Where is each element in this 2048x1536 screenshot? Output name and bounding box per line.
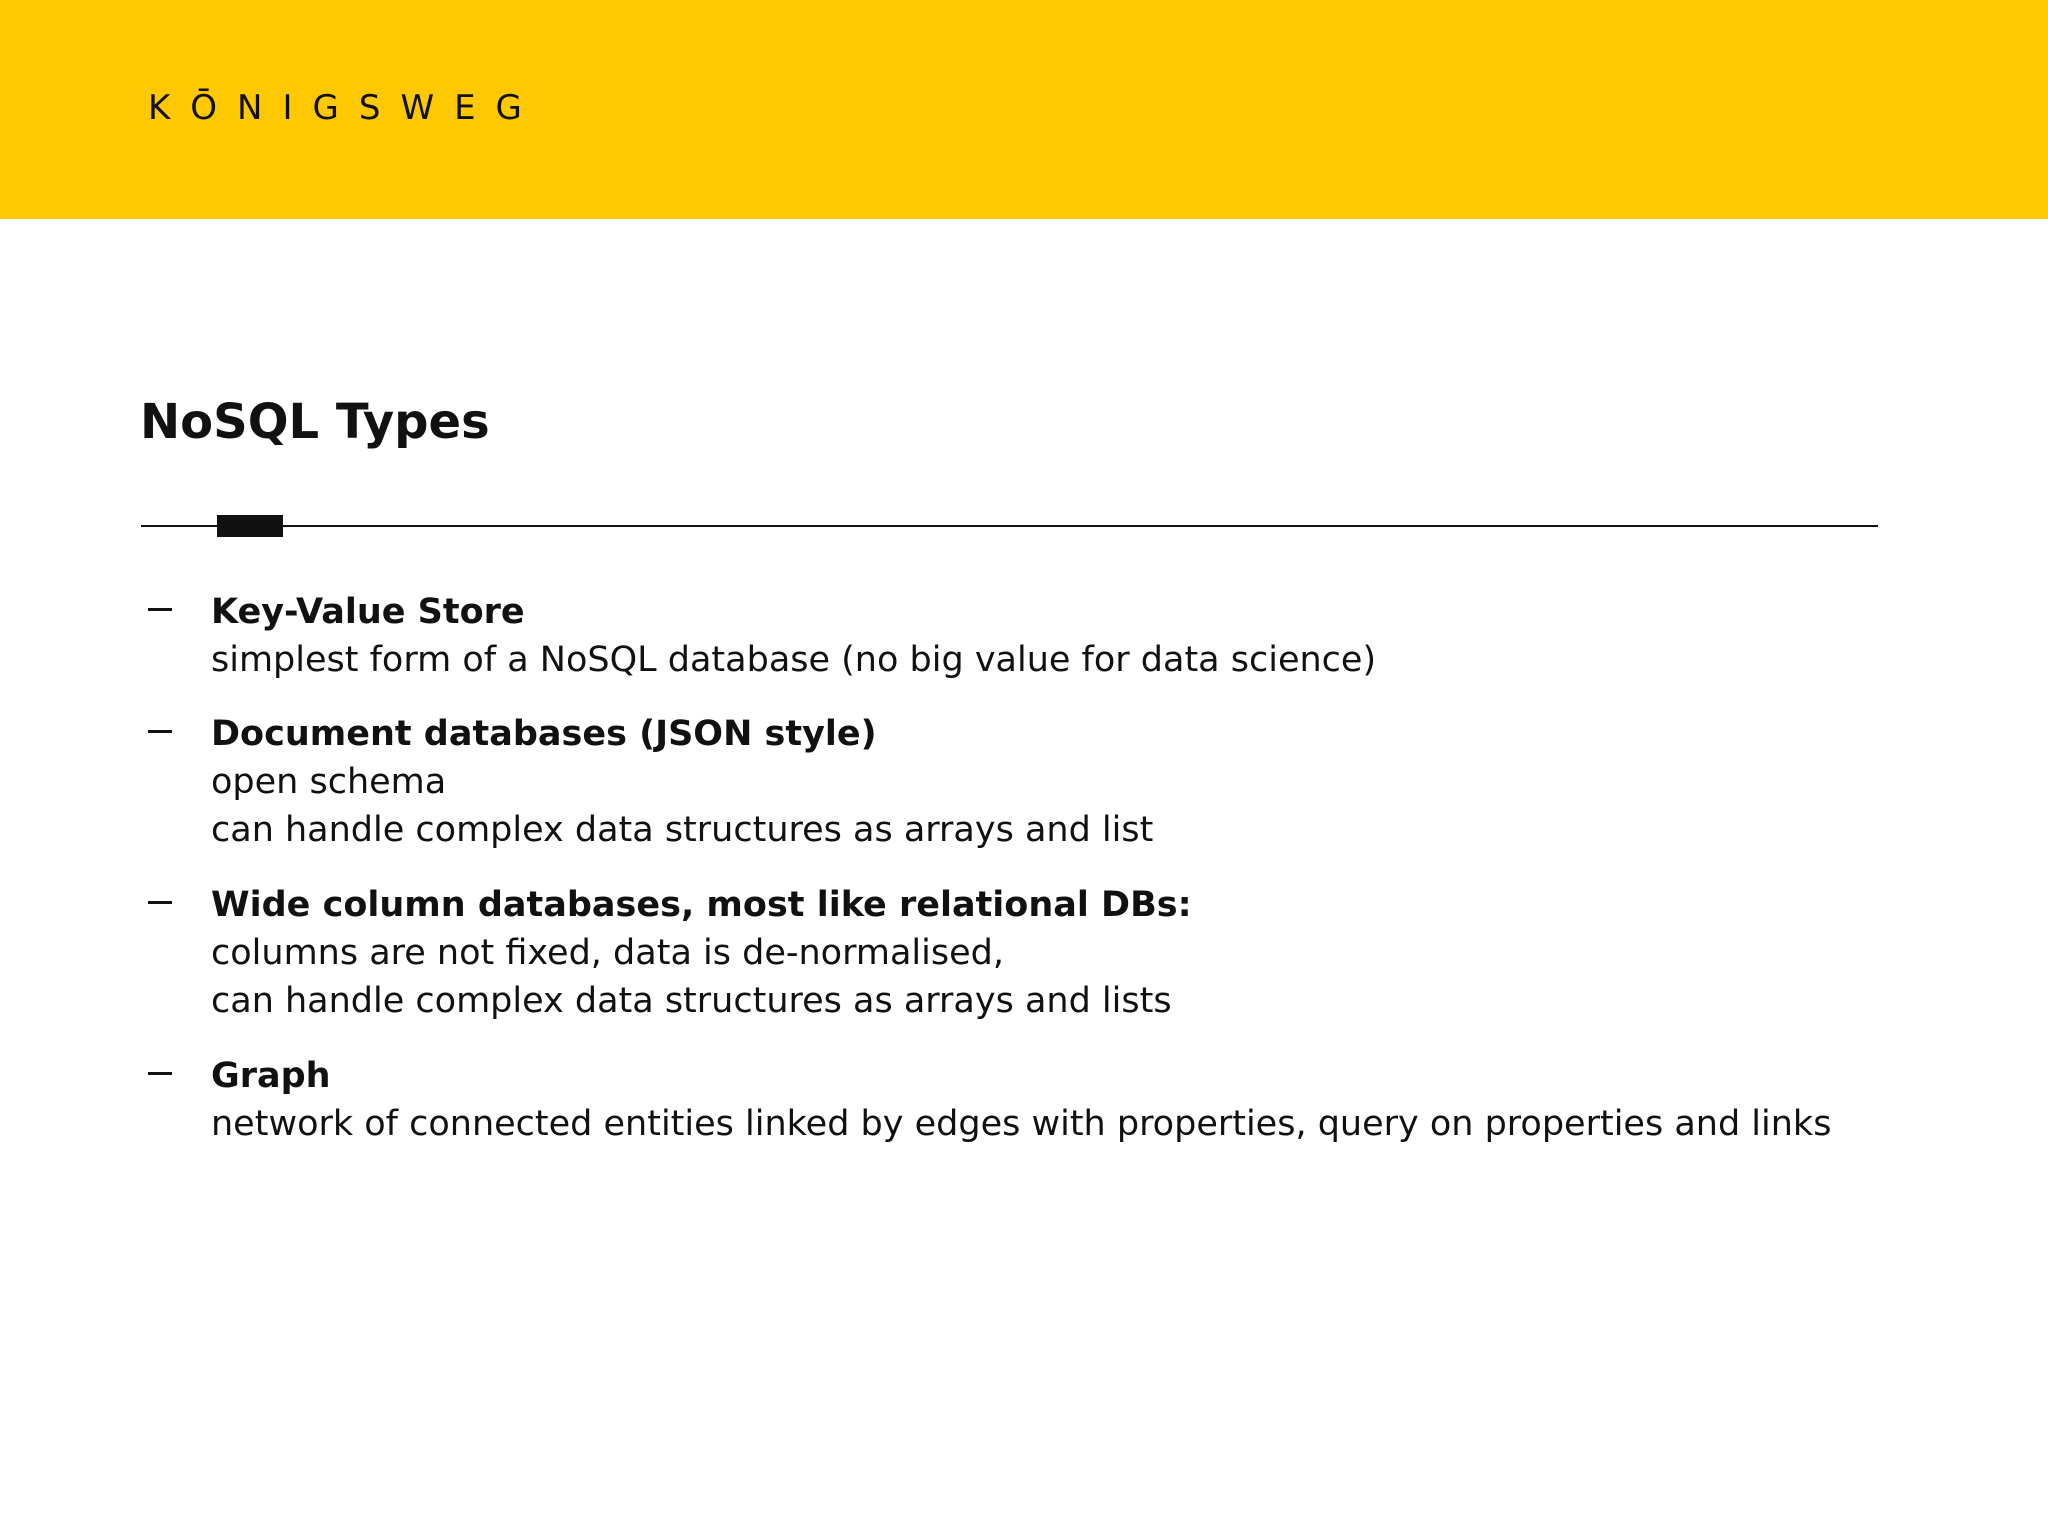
bullet-description: can handle complex data structures as arrays and list [211,810,1154,850]
bullet-text [211,1052,1831,1148]
bullet-description: can handle complex data structures as arrays and lists [211,981,1172,1021]
bullet-description: columns are not fixed, data is de-normalised, [211,933,1004,973]
bullet-text [211,881,1192,1025]
dash-bullet-icon [148,901,172,904]
bullet-heading: Key-Value Store [211,592,525,632]
bullet-text [211,588,1376,684]
header-band [0,0,2048,219]
slide-title: NoSQL Types [140,394,490,450]
dash-bullet-icon [148,608,172,611]
title-divider-accent [217,515,283,537]
dash-bullet-icon [148,1072,172,1075]
bullet-heading: Document databases (JSON style) [211,714,877,754]
konigsweg-logo: KŌNIGSWEG [148,88,542,128]
bullet-description: simplest form of a NoSQL database (no big value for data science) [211,640,1377,680]
title-divider [141,525,1878,527]
bullet-text [211,710,1153,854]
bullet-heading: Wide column databases, most like relational DBs: [211,885,1192,925]
bullet-description: open schema [211,762,447,802]
bullet-heading: Graph [211,1056,331,1096]
bullet-description: network of connected entities linked by edges with properties, query on properties and links [211,1104,1832,1144]
dash-bullet-icon [148,730,172,733]
